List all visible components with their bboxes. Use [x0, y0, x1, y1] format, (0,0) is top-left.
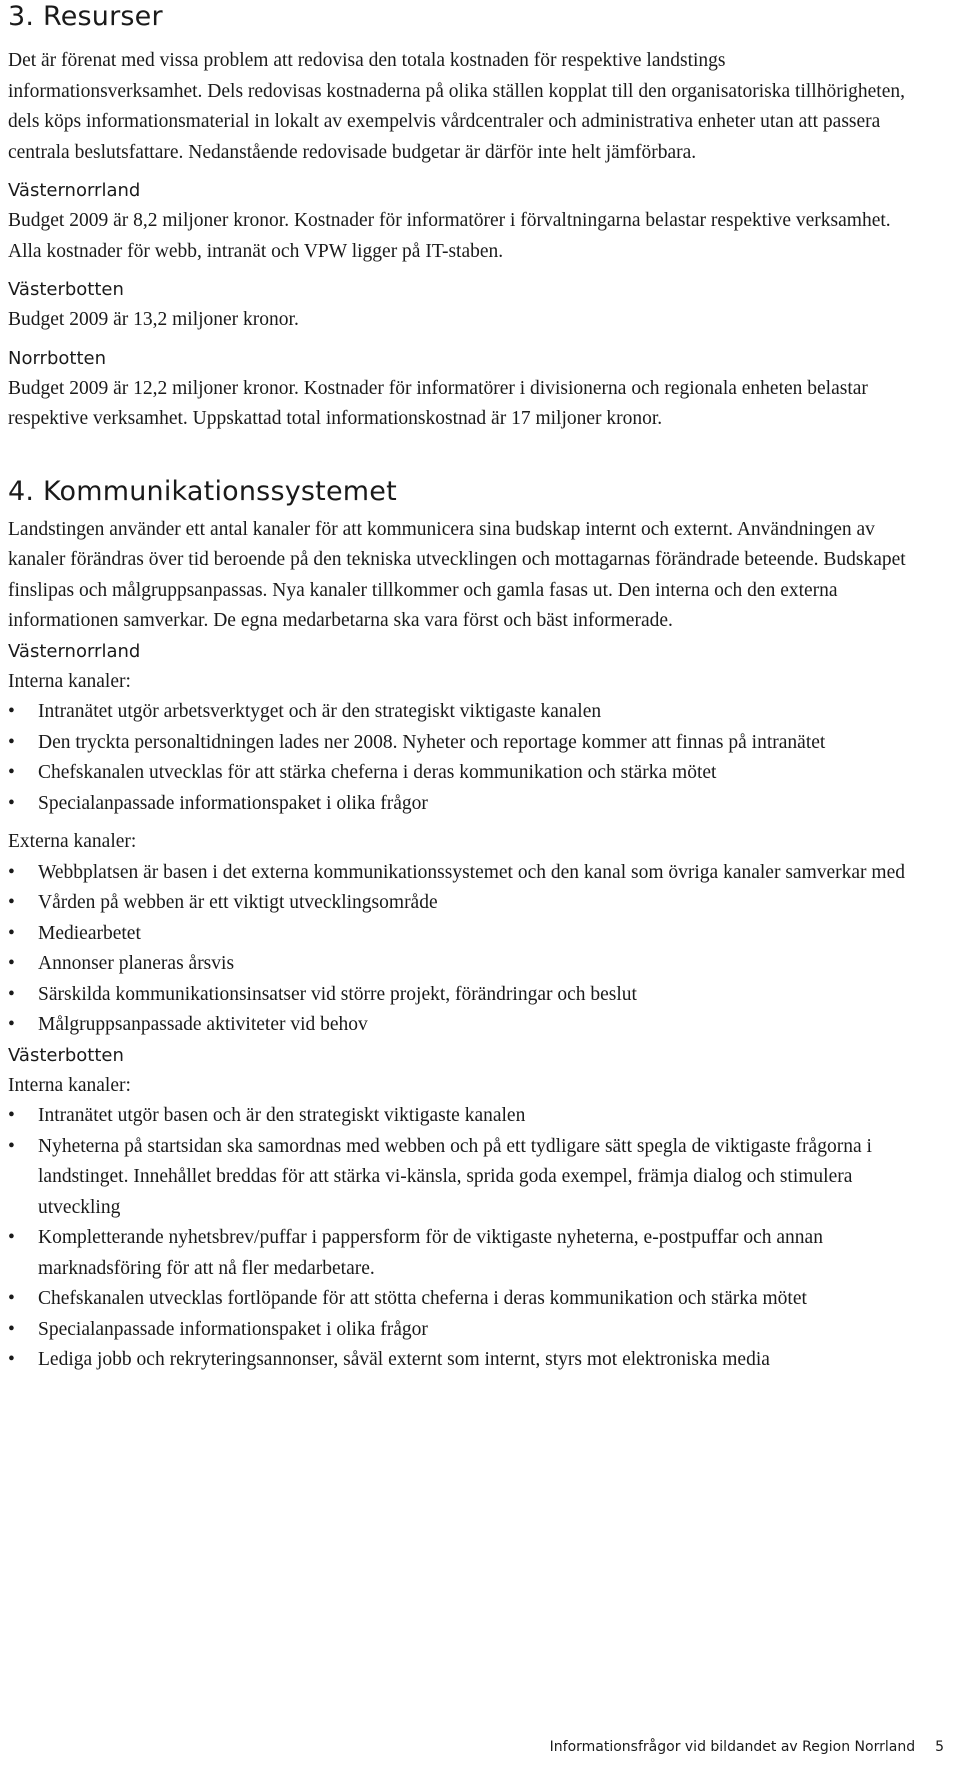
list-item: • Mediearbetet	[8, 919, 908, 950]
page-number: 5	[935, 1739, 944, 1755]
document-page	[8, 0, 908, 1376]
bullet: •	[8, 1318, 15, 1340]
bullet: •	[8, 1288, 15, 1309]
region-budget-text: Budget 2009 är 13,2 miljoner kronor.	[8, 309, 299, 330]
page-footer	[550, 1737, 944, 1757]
bullet: •	[8, 953, 15, 974]
section-3-intro: Det är förenat med vissa problem att redovisa den totala kostnaden för respektive landstings informationsverksamhet. Dels redovisas kostnaderna på olika ställen kopplat till den organisatoriska tillhörigheten, dels köps informationsmaterial in lokalt av exempelvis vårdcentraler och administrativa enheter utan att passera centrala beslutsfattare. Nedanstående redovisade budgetar är därför inte helt jämförbara.	[8, 50, 905, 163]
region-budget-vasterbotten	[8, 267, 908, 336]
list-item: • Specialanpassade informationspaket i olika frågor	[8, 789, 908, 820]
bullet: •	[8, 892, 15, 913]
channels-vasterbotten	[8, 1041, 908, 1376]
footer-title: Informationsfrågor vid bildandet av Region Norrland	[549, 1739, 916, 1755]
bullet: •	[8, 1105, 15, 1126]
list-item: • Särskilda kommunikationsinsatser vid större projekt, förändringar och beslut	[8, 980, 908, 1011]
section-4-intro: Landstingen använder ett antal kanaler för att kommunicera sina budskap internt och externt. Användningen av kanaler förändras över tid beroende på den tekniska utvecklingen och mottagarnas förändrade beteende. Budskapet finslipas och målgruppsanpassas. Nya kanaler tillkommer och gamla fasas ut. Den interna och den externa informationen samverkar. De egna medarbetarna ska vara först och bäst informerade.	[8, 518, 906, 631]
list-item: • Nyheterna på startsidan ska samordnas med webben och på ett tydligare sätt spegla de viktigaste frågorna i landstinget. Innehållet breddas för att stärka vi-känsla, sprida goda exempel, främja dialog och stimulera utveckling	[8, 1132, 908, 1224]
section-3-heading: 3. Resurser	[8, 1, 163, 32]
bullet: •	[8, 731, 15, 753]
list-item: • Intranätet utgör basen och är den strategiskt viktigaste kanalen	[8, 1101, 908, 1132]
bullet: •	[8, 922, 15, 944]
internal-channels-label: Interna kanaler:	[8, 670, 131, 692]
list-item: • Intranätet utgör arbetsverktyget och är den strategiskt viktigaste kanalen	[8, 697, 908, 728]
region-budget-text: Budget 2009 är 12,2 miljoner kronor. Kostnader för informatörer i divisionerna och regionala enheten belastar respektive verksamhet. Uppskattad total informationskostnad är 17 miljoner kronor.	[8, 377, 868, 429]
internal-channels-list	[8, 697, 908, 819]
bullet: •	[8, 792, 15, 814]
list-item: • Chefskanalen utvecklas för att stärka cheferna i deras kommunikation och stärka mötet	[8, 758, 908, 789]
region-budget-text: Budget 2009 är 8,2 miljoner kronor. Kostnader för informatörer i förvaltningarna belastar respektive verksamhet. Alla kostnader för webb, intranät och VPW ligger på IT-staben.	[8, 210, 891, 262]
list-item: • Vården på webben är ett viktigt utvecklingsområde	[8, 888, 908, 919]
region-heading: Västernorrland	[8, 640, 141, 662]
bullet: •	[8, 1227, 15, 1248]
list-item: • Den tryckta personaltidningen lades ner 2008. Nyheter och reportage kommer att finnas på intranätet	[8, 728, 908, 759]
region-heading: Västerbotten	[8, 279, 124, 300]
list-item: • Annonser planeras årsvis	[8, 949, 908, 980]
region-heading: Västerbotten	[8, 1044, 124, 1066]
region-heading: Norrbotten	[8, 347, 106, 369]
bullet: •	[8, 762, 15, 783]
bullet: •	[8, 861, 15, 883]
region-budget-vasternorrland	[8, 168, 908, 267]
bullet: •	[8, 1349, 15, 1370]
list-item: • Lediga jobb och rekryteringsannonser, såväl externt som internt, styrs mot elektroniska media	[8, 1345, 908, 1376]
list-item: • Kompletterande nyhetsbrev/puffar i pappersform för de viktigaste nyheterna, e-postpuffar och annan marknadsföring för att nå fler medarbetare.	[8, 1223, 908, 1284]
region-heading: Västernorrland	[8, 180, 141, 201]
external-channels-list	[8, 858, 908, 1041]
external-channels-label: Externa kanaler:	[8, 831, 137, 852]
section-4-heading: 4. Kommunikationssystemet	[8, 475, 397, 507]
list-item: • Målgruppsanpassade aktiviteter vid behov	[8, 1010, 908, 1041]
region-budget-norrbotten	[8, 336, 908, 435]
list-item: • Specialanpassade informationspaket i olika frågor	[8, 1315, 908, 1346]
internal-channels-list	[8, 1101, 908, 1376]
list-item: • Chefskanalen utvecklas fortlöpande för att stötta cheferna i deras kommunikation och stärka mötet	[8, 1284, 908, 1315]
bullet: •	[8, 1014, 15, 1035]
bullet: •	[8, 983, 15, 1005]
bullet: •	[8, 1135, 15, 1157]
internal-channels-label: Interna kanaler:	[8, 1074, 131, 1096]
list-item: • Webbplatsen är basen i det externa kommunikationssystemet och den kanal som övriga kanaler samverkar med	[8, 858, 908, 889]
bullet: •	[8, 701, 15, 722]
channels-vasternorrland	[8, 637, 908, 1041]
